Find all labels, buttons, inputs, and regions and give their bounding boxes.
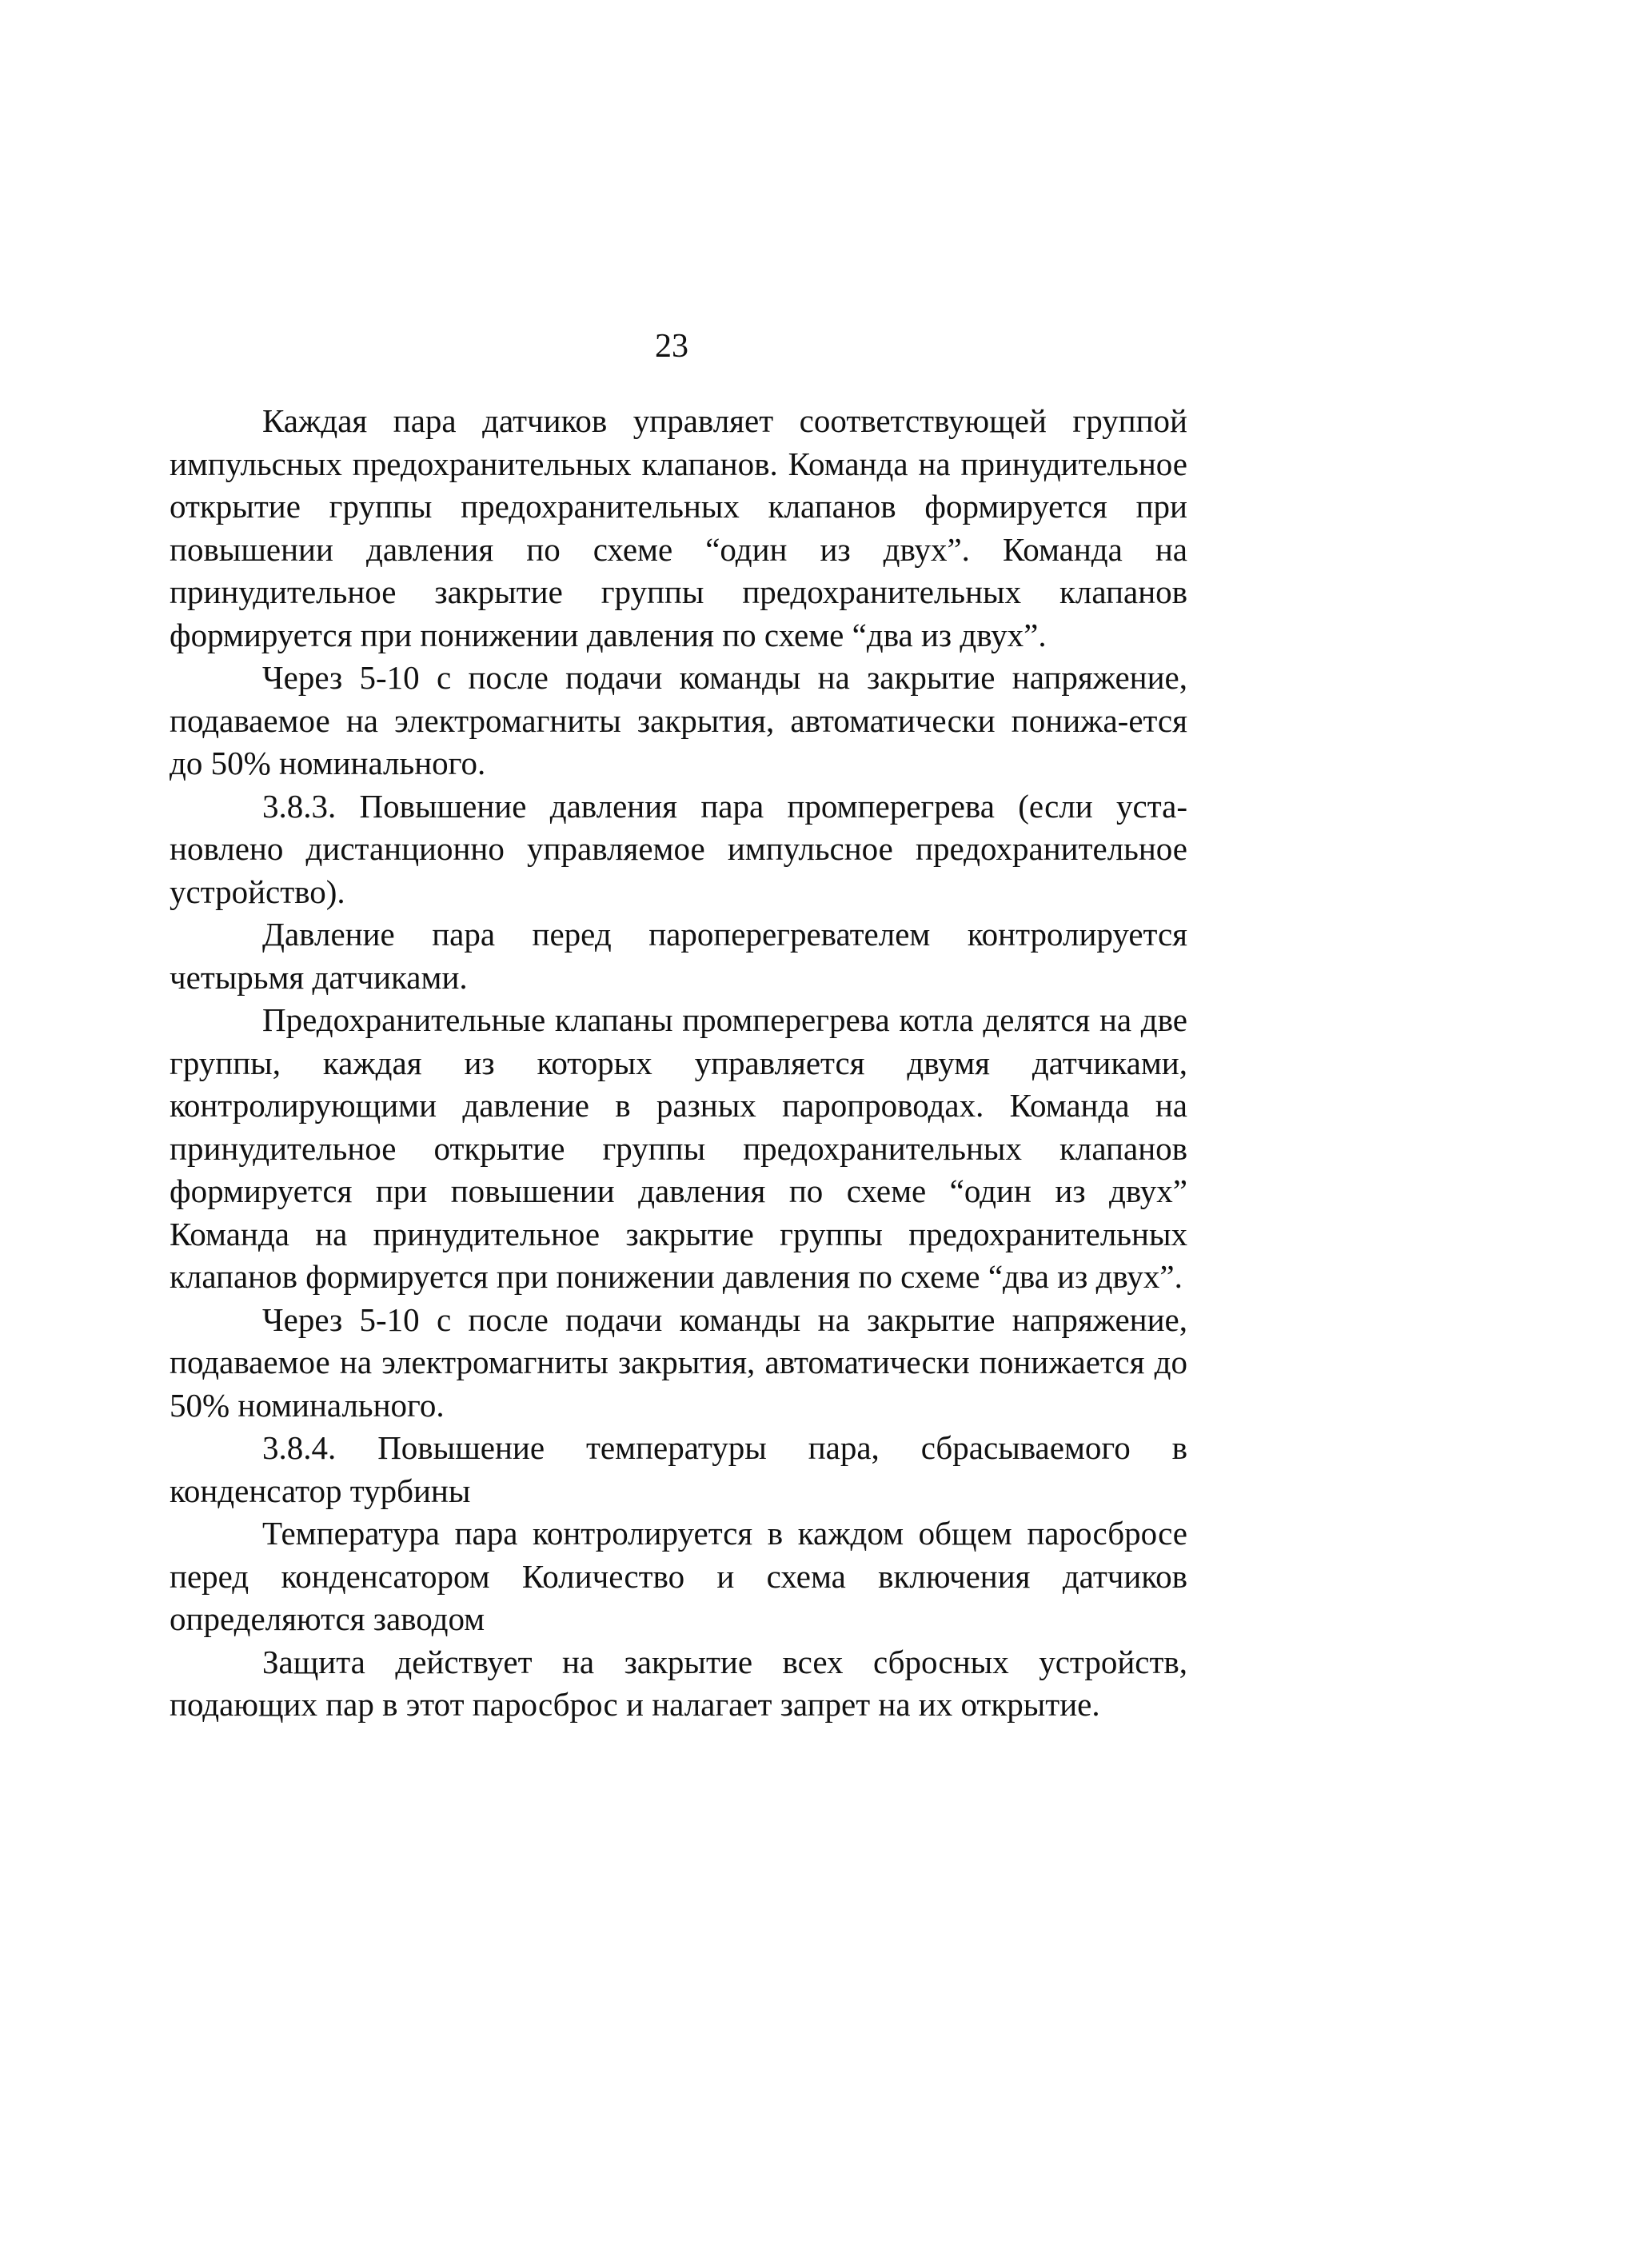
paragraph-valve-groups: Предохранительные клапаны промперегрева котла делятся на две группы, каждая из которых управляется двумя датчиками, контролирующими давление в разных паропроводах. Команда на принудительное открытие группы предохранительных клапанов формируется при повышении давления по схеме “один из двух” Команда на принудительное закрытие группы предохранительных клапанов формируется при понижении давления по схеме “два из двух”. — [170, 1001, 1187, 1295]
section-heading-3-8-3: 3.8.3. Повышение давления пара промперегрева (если уста-новлено дистанционно управляемое импульсное предохранительное устройство). — [170, 787, 1187, 910]
paragraph-protection-action: Защита действует на закрытие всех сбросных устройств, подающих пар в этот паросброс и налагает запрет на их открытие. — [170, 1643, 1187, 1723]
paragraph-temperature-control: Температура пара контролируется в каждом общем паросбросе перед конденсатором Количество и схема включения датчиков определяются заводом — [170, 1515, 1187, 1637]
paragraph-voltage-reduction: Через 5-10 с после подачи команды на закрытие напряжение, подаваемое на электромагниты закрытия, автоматически понижа-ется до 50% номинального. — [170, 659, 1187, 781]
paragraph-voltage-reduction-2: Через 5-10 с после подачи команды на закрытие напряжение, подаваемое на электромагниты закрытия, автоматически понижается до 50% номинального. — [170, 1300, 1187, 1424]
paragraph-pressure-sensors: Давление пара перед пароперегревателем контролируется четырьмя датчиками. — [170, 916, 1187, 996]
page-number: 23 — [655, 328, 688, 365]
paragraph-sensor-pairs: Каждая пара датчиков управляет соответствующей группой импульсных предохранительных клапанов. Команда на принудительное открытие группы предохранительных клапанов формируется при повышении давления по схеме “один из двух”. Команда на принудительное закрытие группы предохранительных клапанов формируется при понижении давления по схеме “два из двух”. — [170, 402, 1187, 653]
document-body — [170, 400, 1187, 1727]
section-heading-3-8-4: 3.8.4. Повышение температуры пара, сбрасываемого в конденсатор турбины — [170, 1429, 1187, 1509]
